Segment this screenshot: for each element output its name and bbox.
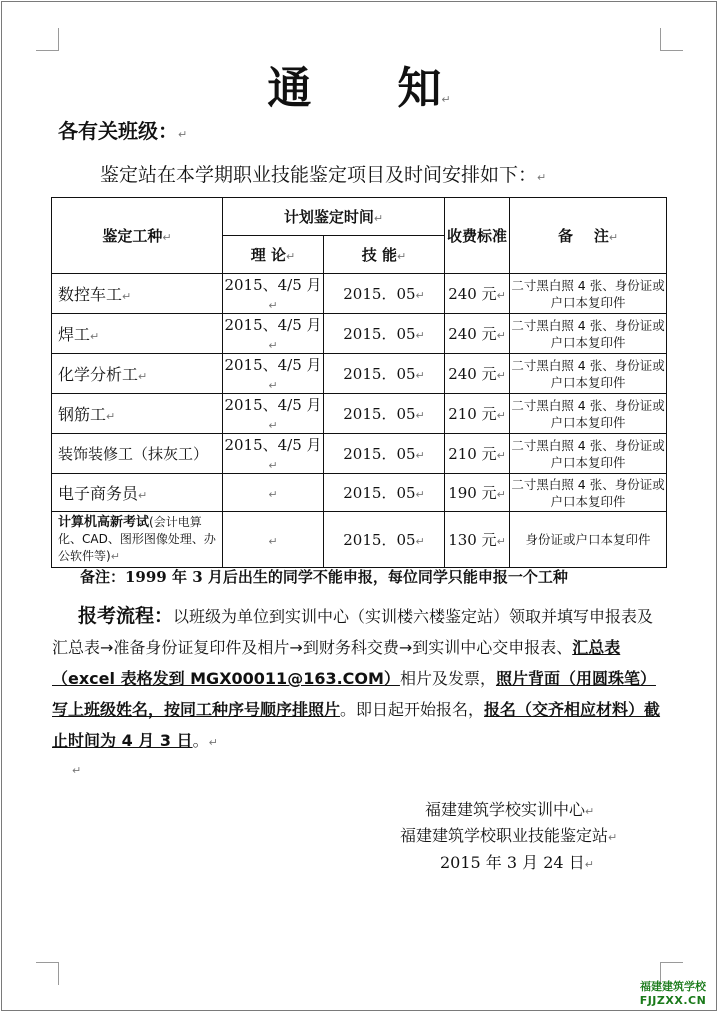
fee-cell: 130 元↵ [445, 512, 510, 568]
trade-cell: 计算机高新考试(会计电算化、CAD、图形图像处理、办公软件等)↵ [52, 512, 223, 568]
skill-cell: 2015．05↵ [324, 434, 445, 474]
signature-org-1: 福建建筑学校实训中心↵ [425, 800, 595, 819]
note-cell: 二寸黑白照 4 张、身份证或户口本复印件 [510, 394, 667, 434]
theory-cell: 2015、4/5 月↵ [223, 394, 324, 434]
table-row [52, 434, 667, 474]
header-remarks: 备 注↵ [510, 198, 667, 274]
fee-cell: 240 元↵ [445, 274, 510, 314]
note-cell: 二寸黑白照 4 张、身份证或户口本复印件 [510, 474, 667, 512]
trade-cell: 电子商务员↵ [52, 474, 223, 512]
skill-cell: 2015．05↵ [324, 274, 445, 314]
crop-mark-top-right [660, 28, 683, 51]
trade-cell: 焊工↵ [52, 314, 223, 354]
skill-cell: 2015．05↵ [324, 314, 445, 354]
skill-cell: 2015．05↵ [324, 474, 445, 512]
theory-cell: 2015、4/5 月↵ [223, 314, 324, 354]
header-theory: 理 论↵ [223, 236, 324, 274]
note-cell: 二寸黑白照 4 张、身份证或户口本复印件 [510, 314, 667, 354]
crop-mark-bottom-left [36, 962, 59, 985]
deadline-instruction: 报名（交齐相应材料）截止时间为 4 月 3 日 [52, 700, 661, 750]
application-process: 报考流程：以班级为单位到实训中心（实训楼六楼鉴定站）领取并填写申报表及汇总表→准备身份证复印件及相片→到财务科交费→到实训中心交申报表、汇总表（excel 表格发到 MGX00011@163.COM）相片及发票，照片背面（用圆珠笔）写上班级姓名，按同工种序号顺序排照片。即日起开始报名，报名（交齐相应材料）截止时间为 4 月 3 日。↵ [52, 605, 661, 750]
fee-cell: 240 元↵ [445, 314, 510, 354]
process-heading: 报考流程： [78, 605, 174, 627]
header-skill: 技 能↵ [324, 236, 445, 274]
table-row [52, 474, 667, 512]
site-watermark: 福建建筑学校 FJJZXX.CN [639, 980, 707, 1007]
note-cell: 二寸黑白照 4 张、身份证或户口本复印件 [510, 354, 667, 394]
theory-cell: 2015、4/5 月↵ [223, 274, 324, 314]
title-char-2: 知 [397, 63, 442, 114]
signature-date: 2015 年 3 月 24 日↵ [440, 853, 594, 872]
fee-cell: 240 元↵ [445, 354, 510, 394]
fee-cell: 190 元↵ [445, 474, 510, 512]
table-row [52, 512, 667, 568]
intro-text: 鉴定站在本学期职业技能鉴定项目及时间安排如下：↵ [100, 164, 547, 186]
trade-cell: 数控车工↵ [52, 274, 223, 314]
trade-cell: 装饰装修工（抹灰工） [52, 434, 223, 474]
table-row [52, 394, 667, 434]
remark-line: 备注：1999 年 3 月后出生的同学不能申报，每位同学只能申报一个工种 [80, 568, 568, 586]
table-row [52, 274, 667, 314]
table-header-row [52, 198, 667, 236]
theory-cell: ↵ [223, 474, 324, 512]
table-row [52, 354, 667, 394]
summary-sheet-instruction: 汇总表（excel 表格发到 MGX00011@163.COM） [52, 638, 621, 688]
header-fee: 收费标准 [445, 198, 510, 274]
empty-paragraph-mark: ↵ [72, 764, 82, 777]
theory-cell: ↵ [223, 512, 324, 568]
skill-cell: 2015．05↵ [324, 354, 445, 394]
table-row [52, 314, 667, 354]
fee-cell: 210 元↵ [445, 394, 510, 434]
notice-title: 通 知↵ [267, 63, 451, 114]
header-trade: 鉴定工种↵ [52, 198, 223, 274]
crop-mark-top-left [36, 28, 59, 51]
skill-cell: 2015．05↵ [324, 394, 445, 434]
theory-cell: 2015、4/5 月↵ [223, 354, 324, 394]
header-plan-time: 计划鉴定时间↵ [223, 198, 445, 236]
trade-cell: 钢筋工↵ [52, 394, 223, 434]
note-cell: 二寸黑白照 4 张、身份证或户口本复印件 [510, 434, 667, 474]
greeting: 各有关班级：↵ [58, 119, 188, 143]
note-cell: 身份证或户口本复印件 [510, 512, 667, 568]
trade-cell: 化学分析工↵ [52, 354, 223, 394]
signature-org-2: 福建建筑学校职业技能鉴定站↵ [400, 826, 618, 845]
schedule-table [51, 197, 667, 568]
fee-cell: 210 元↵ [445, 434, 510, 474]
title-char-1: 通 [267, 63, 312, 114]
note-cell: 二寸黑白照 4 张、身份证或户口本复印件 [510, 274, 667, 314]
skill-cell: 2015．05↵ [324, 512, 445, 568]
theory-cell: 2015、4/5 月↵ [223, 434, 324, 474]
photo-instruction: 照片背面（用圆珠笔）写上班级姓名，按同工种序号顺序排照片 [52, 669, 656, 719]
